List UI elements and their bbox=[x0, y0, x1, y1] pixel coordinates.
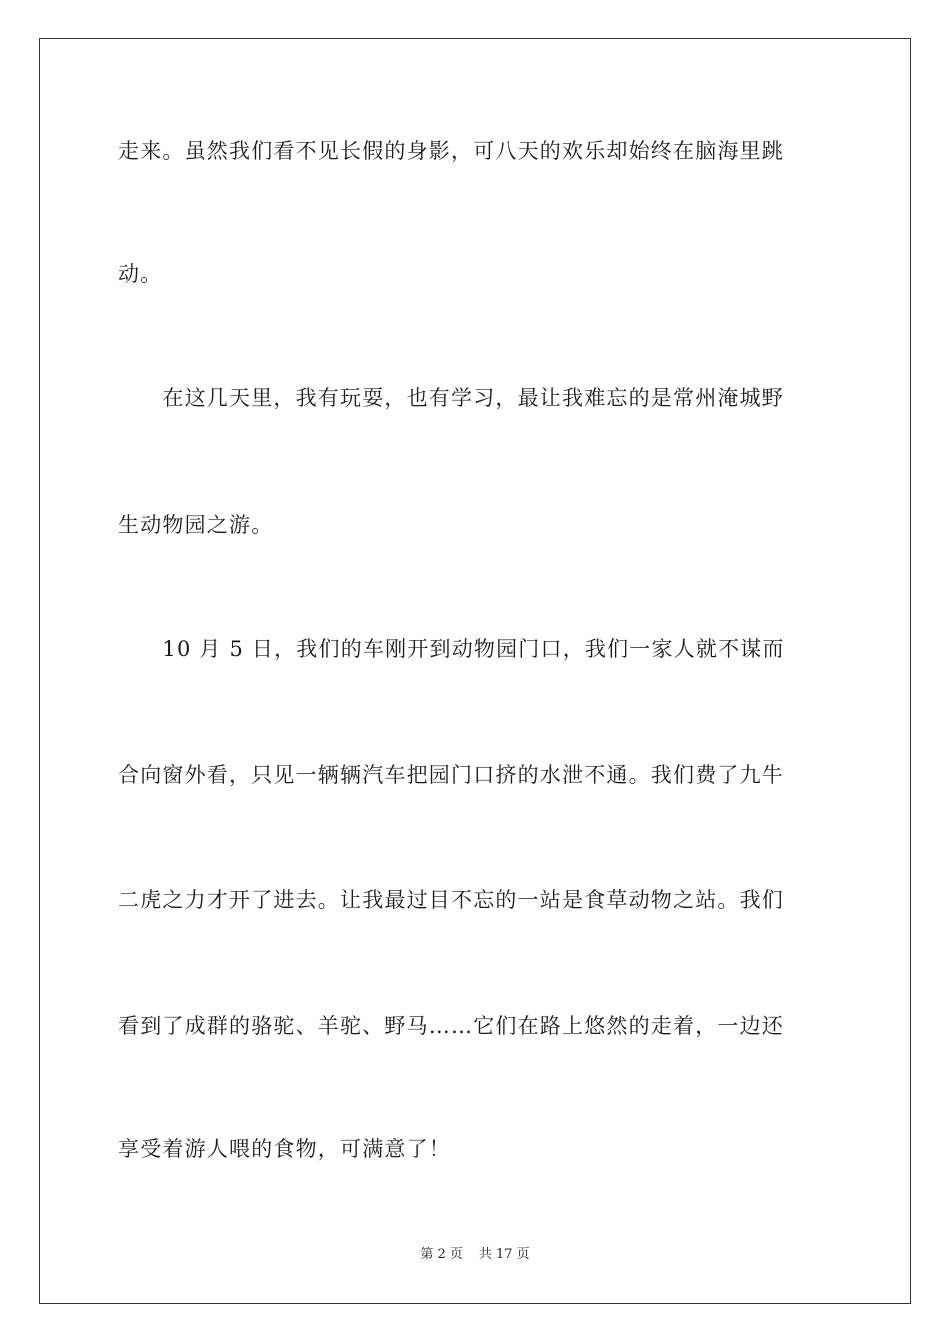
body-line-2: 动。 bbox=[118, 262, 163, 286]
page-footer bbox=[0, 1246, 950, 1264]
page-total: 共 17 页 bbox=[478, 1247, 530, 1262]
page-border bbox=[39, 38, 911, 1304]
body-line-7: 二虎之力才开了进去。让我最过目不忘的一站是食草动物之站。我们 bbox=[118, 888, 784, 912]
body-line-6: 合向窗外看，只见一辆辆汽车把园门口挤的水泄不通。我们费了九牛 bbox=[118, 763, 784, 787]
body-line-1: 走来。虽然我们看不见长假的身影，可八天的欢乐却始终在脑海里跳 bbox=[118, 139, 784, 163]
page-number: 第 2 页 bbox=[420, 1247, 463, 1262]
body-line-9: 享受着游人喂的食物，可满意了！ bbox=[118, 1137, 451, 1161]
body-line-4: 生动物园之游。 bbox=[118, 513, 274, 537]
body-line-3: 在这几天里，我有玩耍，也有学习，最让我难忘的是常州淹城野 bbox=[118, 386, 784, 410]
body-line-5: 10 月 5 日，我们的车刚开到动物园门口，我们一家人就不谋而 bbox=[118, 637, 785, 661]
body-line-8: 看到了成群的骆驼、羊驼、野马……它们在路上悠然的走着，一边还 bbox=[118, 1014, 784, 1038]
